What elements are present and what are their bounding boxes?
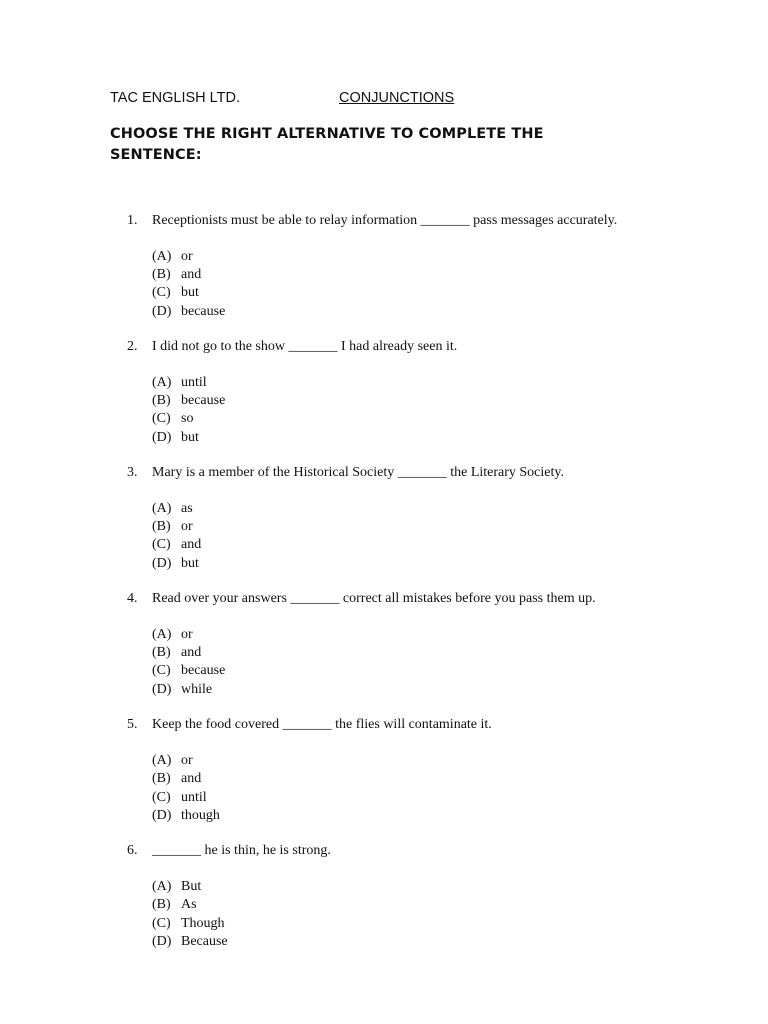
- option-c: [0, 789, 768, 807]
- option-text: or: [181, 519, 193, 535]
- document-header: [110, 90, 670, 110]
- option-text: so: [181, 411, 194, 427]
- option-letter: (D): [152, 933, 172, 949]
- question-text: Receptionists must be able to relay information _______ pass messages accurately.: [152, 213, 618, 228]
- option-text: though: [181, 807, 220, 823]
- question-text: I did not go to the show _______ I had already seen it.: [152, 339, 458, 355]
- option-text: and: [181, 537, 202, 553]
- option-a: [0, 374, 768, 392]
- option-b: [0, 518, 768, 536]
- option-letter: (D): [152, 429, 172, 445]
- option-letter: (A): [152, 878, 172, 894]
- question-number: 6.: [127, 843, 138, 859]
- option-text: or: [181, 248, 193, 264]
- option-letter: (B): [152, 266, 171, 282]
- option-text: until: [181, 789, 207, 805]
- option-letter: (B): [152, 392, 171, 408]
- question-number: 5.: [127, 717, 138, 733]
- question-number: 3.: [127, 465, 138, 481]
- option-text: and: [181, 645, 202, 661]
- worksheet-topic: CONJUNCTIONS: [339, 90, 455, 106]
- question-6: [0, 842, 768, 951]
- option-text: and: [181, 266, 202, 282]
- option-letter: (C): [152, 915, 171, 931]
- option-c: [0, 410, 768, 428]
- option-letter: (D): [152, 807, 172, 823]
- option-a: [0, 878, 768, 896]
- option-a: [0, 500, 768, 518]
- option-letter: (D): [152, 303, 172, 319]
- question-4: [0, 590, 768, 699]
- option-letter: (B): [152, 897, 171, 913]
- option-a: [0, 248, 768, 266]
- option-text: Though: [181, 915, 225, 931]
- option-b: [0, 644, 768, 662]
- option-d: [0, 807, 768, 825]
- option-c: [0, 915, 768, 933]
- option-letter: (C): [152, 663, 171, 679]
- option-text: because: [181, 303, 226, 319]
- option-letter: (C): [152, 537, 171, 553]
- option-b: [0, 266, 768, 284]
- option-list: [0, 248, 768, 322]
- option-letter: (B): [152, 771, 171, 787]
- option-c: [0, 284, 768, 302]
- option-text: as: [181, 500, 193, 516]
- option-list: [0, 500, 768, 574]
- option-b: [0, 770, 768, 788]
- option-b: [0, 896, 768, 914]
- option-letter: (B): [152, 519, 171, 535]
- option-list: [0, 752, 768, 826]
- option-c: [0, 662, 768, 680]
- option-text: Because: [181, 933, 228, 949]
- option-d: [0, 681, 768, 699]
- option-letter: (A): [152, 752, 172, 768]
- question-number: 2.: [127, 339, 138, 355]
- company-name: TAC ENGLISH LTD.: [110, 90, 240, 106]
- option-text: but: [181, 285, 199, 301]
- option-d: [0, 303, 768, 321]
- option-d: [0, 933, 768, 951]
- option-list: [0, 374, 768, 448]
- option-letter: (D): [152, 555, 172, 571]
- question-text: Mary is a member of the Historical Society _______ the Literary Society.: [152, 465, 564, 481]
- option-text: until: [181, 374, 207, 390]
- question-number: 1.: [127, 213, 138, 228]
- option-letter: (A): [152, 626, 172, 642]
- instruction-heading: CHOOSE THE RIGHT ALTERNATIVE TO COMPLETE THE SENTENCE:: [110, 126, 544, 163]
- option-letter: (C): [152, 411, 171, 427]
- option-text: but: [181, 429, 199, 445]
- question-list: [0, 212, 768, 968]
- option-letter: (B): [152, 645, 171, 661]
- option-letter: (D): [152, 681, 172, 697]
- option-text: because: [181, 392, 226, 408]
- question-number: 4.: [127, 591, 138, 607]
- option-letter: (C): [152, 285, 171, 301]
- option-text: but: [181, 555, 199, 571]
- option-text: or: [181, 752, 193, 768]
- question-text: _______ he is thin, he is strong.: [152, 843, 331, 859]
- option-d: [0, 429, 768, 447]
- option-text: or: [181, 626, 193, 642]
- option-d: [0, 555, 768, 573]
- option-b: [0, 392, 768, 410]
- option-c: [0, 536, 768, 554]
- question-text: Read over your answers _______ correct all mistakes before you pass them up.: [152, 591, 596, 607]
- option-text: and: [181, 771, 202, 787]
- question-5: [0, 716, 768, 825]
- option-a: [0, 626, 768, 644]
- option-letter: (A): [152, 248, 172, 264]
- option-letter: (A): [152, 374, 172, 390]
- option-text: But: [181, 878, 202, 894]
- option-a: [0, 752, 768, 770]
- option-letter: (C): [152, 789, 171, 805]
- question-1: [0, 212, 768, 321]
- option-list: [0, 878, 768, 952]
- option-text: while: [181, 681, 213, 697]
- option-list: [0, 626, 768, 700]
- question-3: [0, 464, 768, 573]
- question-text: Keep the food covered _______ the flies will contaminate it.: [152, 717, 492, 733]
- option-text: because: [181, 663, 226, 679]
- option-letter: (A): [152, 500, 172, 516]
- question-2: [0, 338, 768, 447]
- option-text: As: [181, 897, 197, 913]
